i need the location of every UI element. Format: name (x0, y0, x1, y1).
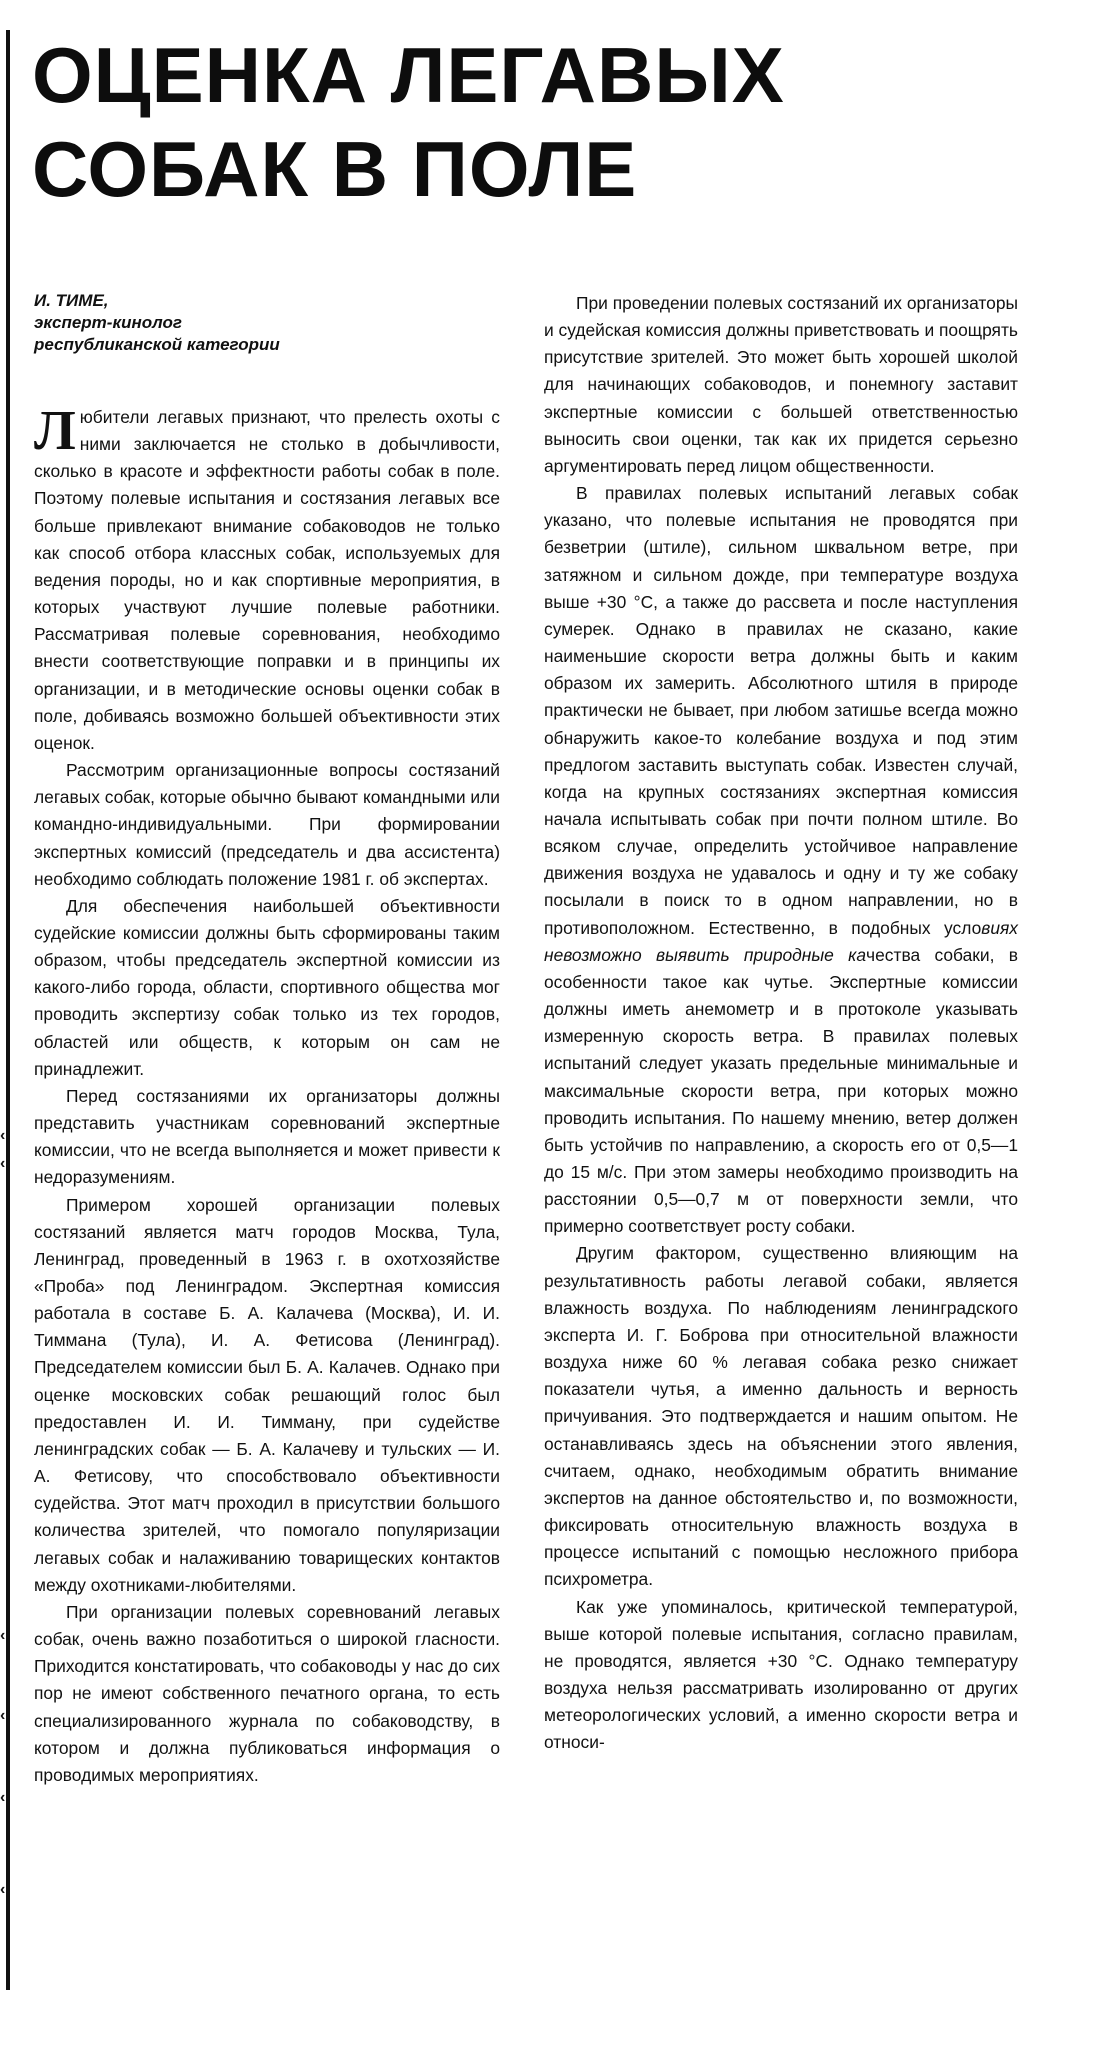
right-column (544, 290, 1018, 1756)
drop-cap: Л (34, 400, 76, 462)
page-edge-marks: ‹ ‹ ‹ ‹ ‹ ‹ (0, 1127, 6, 1898)
paragraph-commissions: Перед состязаниями их организаторы должны представить участникам соревнований экспертные комиссии, что не всегда выполняется и может привести к недоразумениям. (34, 1085, 500, 1188)
left-column (34, 400, 500, 1789)
article-title-line-1: ОЦЕНКА ЛЕГАВЫХ (32, 31, 785, 119)
paragraph-objectivity: Для обеспечения наибольшей объективности судейские комиссии должны быть сформированы таким образом, чтобы председатель экспертной комиссии из какого-либо города, области, спортивного общества мог проводить экспертизу собак только из тех городов, областей или обществ, к которым он сам не принадлежит. (34, 895, 500, 1079)
paragraph-intro (34, 400, 500, 757)
paragraph-spectators: При проведении полевых состязаний их организаторы и судейская комиссия должны приветствовать и поощрять присутствие зрителей. Это может быть хорошей школой для начинающих собаководов, и понемногу заставит экспертные комиссии с большей ответственностью выносить свои оценки, так как их придется серьезно аргументировать перед лицом общественности. (544, 293, 1018, 476)
author-byline (34, 290, 504, 356)
paragraph-organization: Рассмотрим организационные вопросы состязаний легавых собак, которые обычно бывают командными или командно-индивидуальными. При формировании экспертных комиссий (председатель и два ассистента) необходимо соблюдать положение 1981 г. об экспертах. (34, 760, 500, 889)
author-name: И. ТИМЕ, (34, 291, 109, 310)
paragraph-wind (544, 480, 1018, 1240)
paragraph-humidity: Другим фактором, существенно влияющим на результативность работы легавой собаки, является влажность воздуха. По наблюдениям ленинградского эксперта И. Г. Боброва при относительной влажности воздуха ниже 60 % легавая собака резко снижает показатели чутья, а именно дальность и верность причуивания. Это подтверждается и нашим опытом. Не останавливаясь здесь на объяснении этого явления, считаем, однако, необходимым обратить внимание экспертов на данное обстоятельство и, по возможности, фиксировать относительную влажность воздуха в процессе испытаний с помощью несложного прибора психрометра. (544, 1243, 1018, 1590)
paragraph-intro-text: юбители легавых признают, что прелесть охоты с ними заключается не столько в добычливости, сколько в красоте и эффектности работы собак в поле. Поэтому полевые испытания и состязания легавых все больше привлекают внимание собаководов не только как способ отбора классных собак, используемых для ведения породы, но и как спортивные мероприятия, в которых участвуют лучшие полевые работники. Рассматривая полевые соревнования, необходимо внести соответствующие поправки и в принципы их организации, и в методические основы оценки собак в поле, добиваясь возможно большей объективности этих оценок. (34, 407, 500, 753)
author-title-line-1: эксперт-кинолог (34, 313, 182, 332)
article-title-line-2: СОБАК В ПОЛЕ (32, 125, 638, 213)
author-title-line-2: республиканской категории (34, 335, 280, 354)
paragraph-wind-text-a: В правилах полевых испытаний легавых собак указано, что полевые испытания не проводятся при безветрии (штиле), сильном шквальном ветре, при затяжном и сильном дожде, при температуре воздуха выше +30 °С, а также до рассвета и после наступления сумерек. Однако в правилах не сказано, какие наименьшие скорости ветра должны быть и каким образом их замерить. Абсолютного штиля в природе практически не бывает, при любом затишье всегда можно обнаружить какое-то колебание воздуха и под этим предлогом заставить выступать собак. Известен случай, когда на крупных состязаниях экспертная комиссия начала испытывать собак при почти полном штиле. Во всяком случае, определить устойчивое направление движения воздуха не удавалось и одну и ту же собаку посылали в поиск то в одном направлении, но в противоположном. Естественно, в подобных усло (544, 483, 1018, 938)
paragraph-temperature: Как уже упоминалось, критической температурой, выше которой полевые испытания, согласно правилам, не проводятся, является +30 °С. Однако температуру воздуха нельзя рассматривать изолированно от других метеорологических условий, а именно скорости ветра и относи- (544, 1596, 1018, 1753)
paragraph-wind-emphasis: виях невозможно выявить природные ка (544, 917, 1018, 965)
paragraph-publicity: При организации полевых соревнований легавых собак, очень важно позаботиться о широкой гласности. Приходится констатировать, что собаководы у нас до сих пор не имеют собственного печатного органа, то есть специализированного журнала по собаководству, в котором и должна публиковаться информация о проводимых мероприятиях. (34, 1601, 500, 1785)
paragraph-wind-text-b: чества собаки, в особенности такое как чутье. Экспертные комиссии должны иметь анемометр и в протоколе указывать измеренную скорость ветра. В правилах полевых испытаний следует указать предельные минимальные и максимальные скорости ветра, при которых можно проводить испытания. По нашему мнению, ветер должен быть устойчив по направлению, а скорость его от 0,5—1 до 15 м/с. При этом замеры необходимо производить на расстоянии 0,5—0,7 м от поверхности земли, что примерно соответствует росту собаки. (544, 944, 1018, 1237)
paragraph-match-example: Примером хорошей организации полевых состязаний является матч городов Москва, Тула, Ленинград, проведенный в 1963 г. в охотхозяйстве «Проба» под Ленинградом. Экспертная комиссия работала в составе Б. А. Калачева (Москва), И. И. Тиммана (Тула), И. А. Фетисова (Ленинград). Председателем комиссии был Б. А. Калачев. Однако при оценке московских собак решающий голос был предоставлен И. И. Тимману, при судействе ленинградских собак — Б. А. Калачеву и тульских — И. А. Фетисову, что способствовало объективности судейства. Этот матч проходил в присутствии большого количества зрителей, что помогало популяризации легавых собак и налаживанию товарищеских контактов между охотниками-любителями. (34, 1194, 500, 1595)
article-title (32, 28, 1032, 216)
